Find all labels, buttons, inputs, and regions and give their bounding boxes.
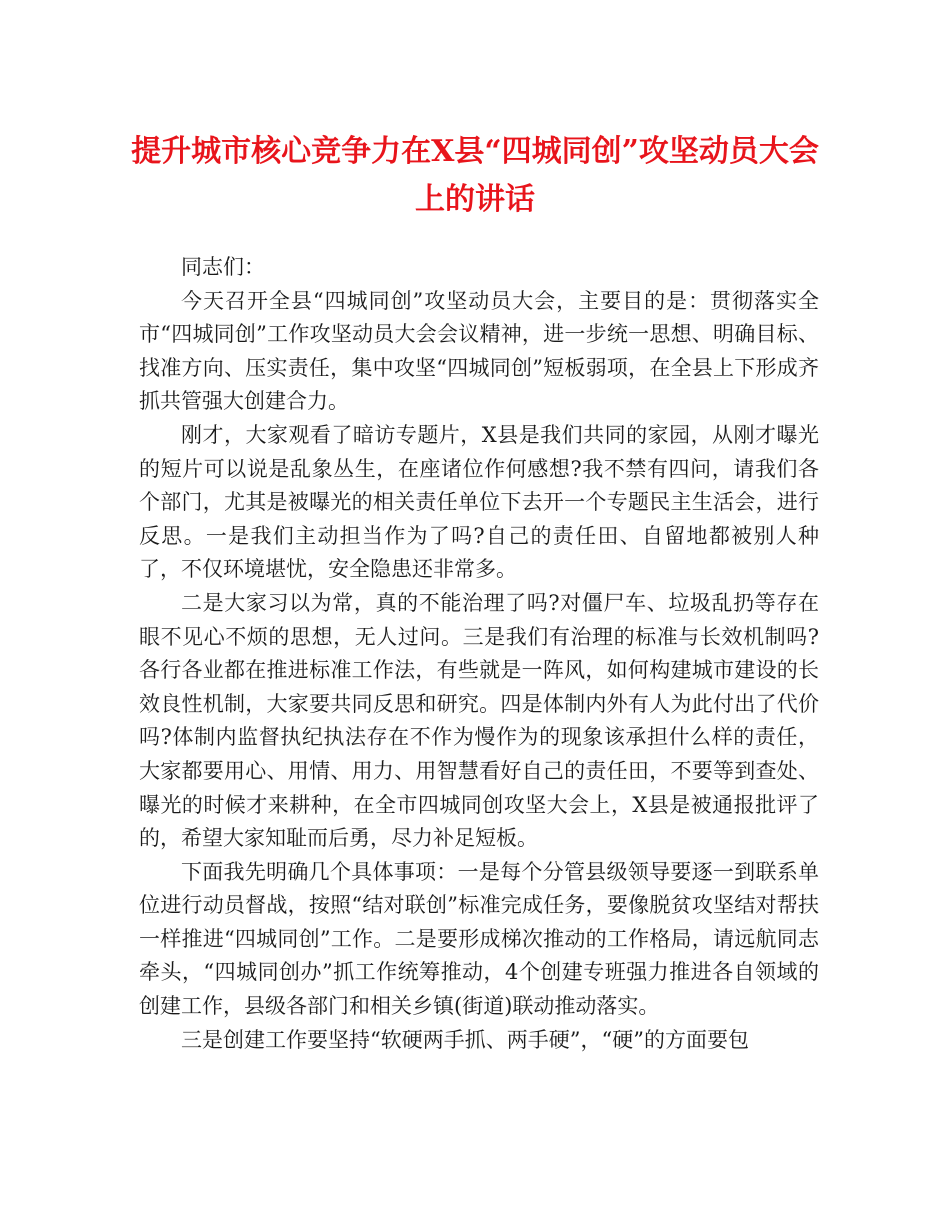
paragraph-5: 三是创建工作要坚持“软硬两手抓、两手硬”，“硬”的方面要包 — [181, 1027, 749, 1052]
paragraph-3: 二是大家习以为常，真的不能治理了吗?对僵尸车、垃圾乱扔等存在眼不见心不烦的思想，无人过问。三是我们有治理的标准与长效机制吗?各行各业都在推进标准工作法，有些就是一阵风，如何构建城市建设的长效良性机制，大家要共同反思和研究。四是体制内外有人为此付出了代价吗?体制内监督执纪执法存在不作为慢作为的现象该承担什么样的责任，大家都要用心、用情、用力、用智慧看好自己的责任田，不要等到查处、曝光的时候才来耕种，在全市四城同创攻坚大会上，X县是被通报批评了的，希望大家知耻而后勇，尽力补足短板。 — [139, 590, 819, 851]
document-body — [139, 251, 819, 1057]
paragraph-2: 刚才，大家观看了暗访专题片，X县是我们共同的家园，从刚才曝光的短片可以说是乱象丛生，在座诸位作何感想?我不禁有四问，请我们各个部门，尤其是被曝光的相关责任单位下去开一个专题民主生活会，进行反思。一是我们主动担当作为了吗?自己的责任田、自留地都被别人种了，不仅环境堪忧，安全隐患还非常多。 — [139, 422, 819, 582]
salutation: 同志们： — [181, 255, 265, 279]
paragraph-4: 下面我先明确几个具体事项：一是每个分管县级领导要逐一到联系单位进行动员督战，按照“结对联创”标准完成任务，要像脱贫攻坚结对帮扶一样推进“四城同创”工作。二是要形成梯次推动的工作格局，请远航同志牵头，“四城同创办”抓工作统筹推动，4个创建专班强力推进各自领域的创建工作，县级各部门和相关乡镇(街道)联动推动落实。 — [139, 859, 819, 1019]
document-title: 提升城市核心竞争力在X县“四城同创”攻坚动员大会上的讲话 — [131, 134, 819, 217]
paragraph-1: 今天召开全县“四城同创”攻坚动员大会，主要目的是：贯彻落实全市“四城同创”工作攻坚动员大会会议精神，进一步统一思想、明确目标、找准方向、压实责任，集中攻坚“四城同创”短板弱项，在全县上下形成齐抓共管强大创建合力。 — [139, 288, 819, 414]
